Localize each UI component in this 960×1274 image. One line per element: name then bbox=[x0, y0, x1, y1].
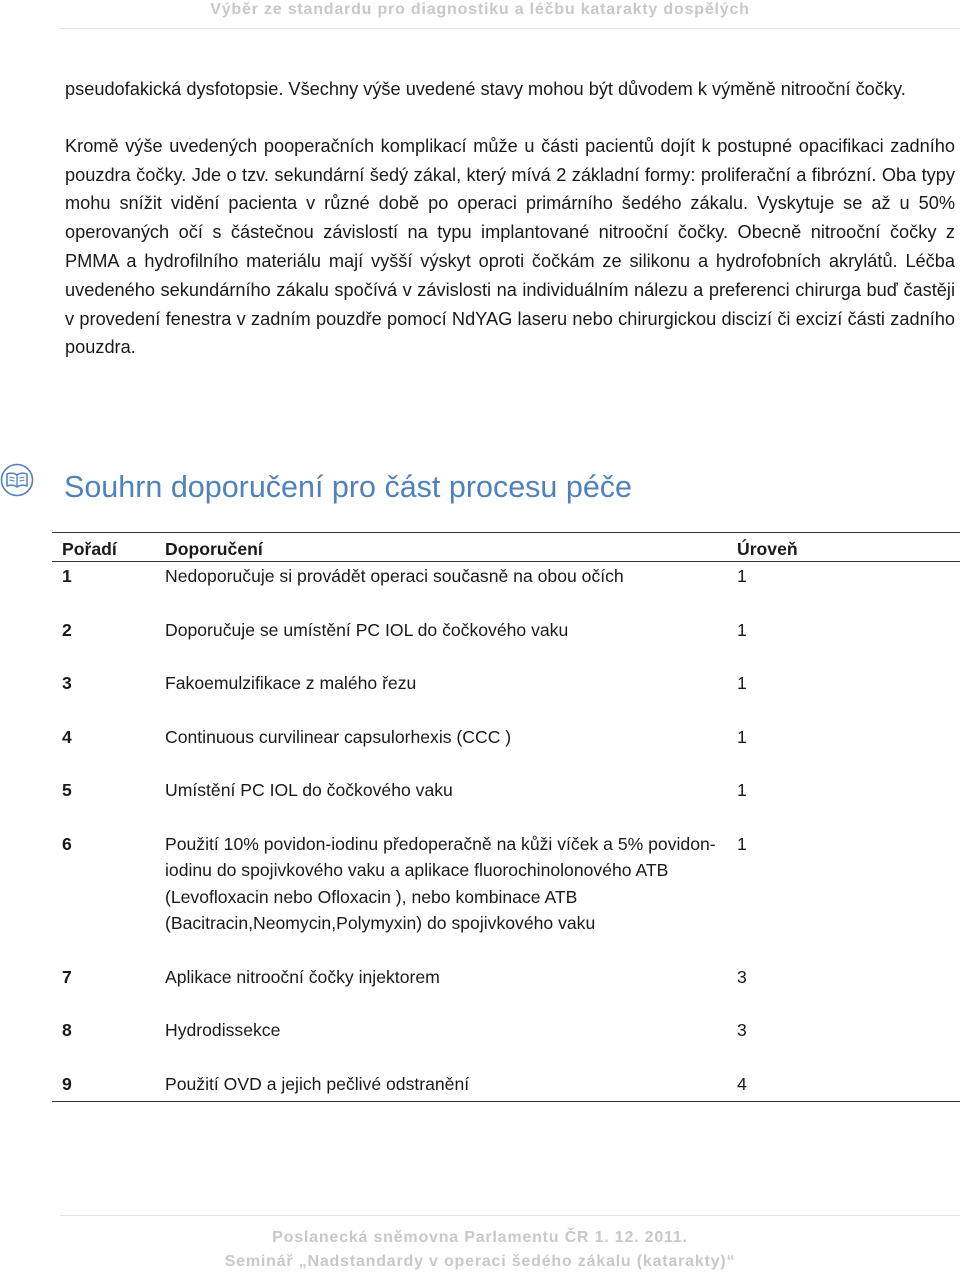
row-recommendation: Nedoporučuje si provádět operaci současně na obou očích bbox=[165, 566, 624, 586]
header-order: Pořadí bbox=[52, 533, 165, 562]
paragraph-2: Kromě výše uvedených pooperačních komplikací může u části pacientů dojít k postupné opacifikaci zadního pouzdra čočky. Jde o tzv. sekundární šedý zákal, který mívá 2 základní formy: proliferační a fibrózní. Oba typy mohu snížit vidění pacienta v různé době po operaci primárního šedého zákalu. Vyskytuje se až u 50% operovaných očí s částečnou závislostí na typu implantované nitrooční čočky. Obecně nitrooční čočky z PMMA a hydrofilního materiálu mají vyšší výskyt oproti čočkám ze silikonu a hydrofobních akrylátů. Léčba uvedeného sekundárního zákalu spočívá v závislosti na individuálním nálezu a preferenci chirurga buď častěji v provedení fenestra v zadním pouzdře pomocí NdYAG laseru nebo chirurgickou discizí či excizí části zadního pouzdra. bbox=[65, 135, 955, 358]
row-recommendation: Continuous curvilinear capsulorhexis (CCC ) bbox=[165, 726, 512, 747]
row-recommendation: Použití 10% povidon-iodinu předoperačně na kůži víček a 5% povidon-iodinu do spojivkového vaku a aplikace fluorochinolonového ATB (Levofloxacin nebo Ofloxacin ), nebo kombinace ATB (Bacitracin,Neomycin,Polymyxin) do spojivkového vaku bbox=[165, 833, 716, 933]
header-recommendation: Doporučení bbox=[165, 533, 737, 562]
row-order: 2 bbox=[62, 619, 72, 640]
table-row bbox=[52, 562, 960, 616]
table-header-row bbox=[52, 533, 960, 562]
row-recommendation: Aplikace nitrooční čočky injektorem bbox=[165, 966, 440, 987]
row-order: 8 bbox=[62, 1020, 72, 1040]
row-level: 1 bbox=[737, 566, 747, 586]
row-recommendation: Doporučuje se umístění PC IOL do čočkového vaku bbox=[165, 619, 569, 640]
page-footer bbox=[0, 1226, 960, 1274]
row-level: 3 bbox=[737, 966, 747, 987]
header-level: Úroveň bbox=[737, 533, 960, 562]
table-row bbox=[52, 776, 960, 830]
row-level: 1 bbox=[737, 619, 747, 640]
table-row bbox=[52, 616, 960, 670]
table-row bbox=[52, 669, 960, 723]
row-order: 1 bbox=[62, 566, 72, 586]
table-row bbox=[52, 830, 960, 963]
row-order: 7 bbox=[62, 966, 72, 987]
row-recommendation: Použití OVD a jejich pečlivé odstranění bbox=[165, 1070, 737, 1102]
row-level: 3 bbox=[737, 1020, 747, 1040]
footer-line-1: Poslanecká sněmovna Parlamentu ČR 1. 12. 2011. bbox=[272, 1229, 688, 1246]
page-header-title: Výběr ze standardu pro diagnostiku a léčbu katarakty dospělých bbox=[210, 1, 750, 18]
recommendations-table bbox=[52, 532, 960, 1102]
row-recommendation: Umístění PC IOL do čočkového vaku bbox=[165, 780, 453, 800]
row-order: 3 bbox=[62, 673, 72, 693]
header-divider bbox=[60, 28, 960, 29]
section-heading: Souhrn doporučení pro část procesu péče bbox=[64, 470, 633, 504]
row-level: 1 bbox=[737, 833, 747, 854]
row-level: 1 bbox=[737, 780, 747, 800]
row-order: 6 bbox=[62, 833, 72, 854]
row-recommendation: Fakoemulzifikace z malého řezu bbox=[165, 673, 417, 693]
row-level: 4 bbox=[737, 1070, 960, 1102]
row-level: 1 bbox=[737, 673, 747, 693]
footer-line-2: Seminář „Nadstandardy v operaci šedého zákalu (katarakty)“ bbox=[224, 1253, 736, 1270]
table-row bbox=[52, 963, 960, 1017]
row-level: 1 bbox=[737, 726, 747, 747]
body-text bbox=[65, 75, 955, 362]
table-row bbox=[52, 1070, 960, 1102]
table-row bbox=[52, 1016, 960, 1070]
row-order: 4 bbox=[62, 726, 72, 747]
paragraph-1: pseudofakická dysfotopsie. Všechny výše uvedené stavy mohou být důvodem k výměně nitrooční čočky. bbox=[65, 79, 906, 99]
footer-divider bbox=[60, 1215, 960, 1216]
row-recommendation: Hydrodissekce bbox=[165, 1020, 281, 1040]
table-row bbox=[52, 723, 960, 777]
book-icon bbox=[0, 463, 34, 497]
row-order: 5 bbox=[62, 780, 72, 800]
row-order: 9 bbox=[52, 1070, 165, 1102]
